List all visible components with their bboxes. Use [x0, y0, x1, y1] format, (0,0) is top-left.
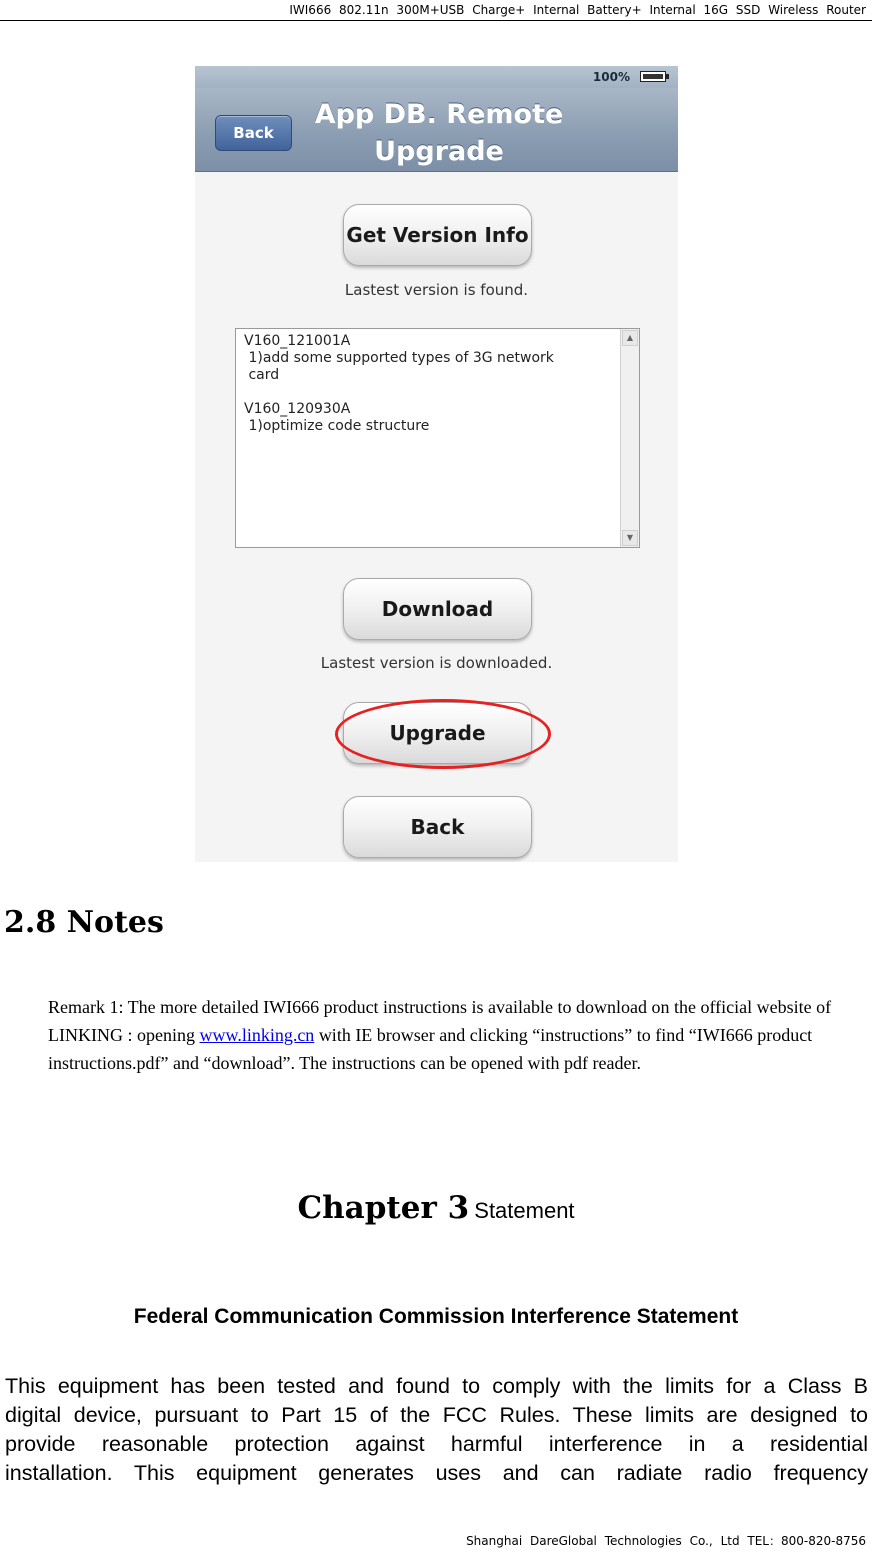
back-button-top[interactable]: Back — [215, 115, 292, 151]
chapter-subtitle: Statement — [474, 1198, 575, 1223]
battery-percent: 100% — [592, 70, 630, 84]
release-note-line: card — [244, 367, 280, 383]
download-button[interactable]: Download — [343, 578, 532, 640]
scrollbar[interactable] — [620, 329, 639, 547]
page-header: IWI666 802.11n 300M+USB Charge+ Internal Battery+ Internal 16G SSD Wireless Router — [289, 3, 866, 17]
fcc-line: This equipment has been tested and found to comply with the limits for a Class B — [5, 1374, 868, 1398]
version-found-status: Lastest version is found. — [344, 281, 529, 299]
get-version-info-button[interactable]: Get Version Info — [343, 204, 532, 266]
remark-paragraph — [48, 993, 848, 1077]
website-link[interactable]: www.linking.cn — [199, 1025, 315, 1045]
screen-title-line1: App DB. Remote — [314, 99, 564, 130]
section-heading: 2.8 Notes — [4, 905, 164, 940]
status-bar — [195, 66, 678, 88]
release-note-line: 1)add some supported types of 3G network — [244, 350, 554, 366]
remark-text-after: with IE browser and clicking “instructions” to find “IWI666 product instructions.pdf” and “download”. The instructions can be opened with pdf reader. — [48, 1025, 813, 1073]
header-rule — [0, 20, 872, 21]
release-note-line: V160_120930A — [244, 401, 351, 417]
phone-screenshot — [195, 66, 678, 862]
release-notes-box[interactable] — [235, 328, 640, 548]
fcc-line: digital device, pursuant to Part 15 of the FCC Rules. These limits are designed to — [5, 1403, 868, 1427]
scroll-up-arrow-icon[interactable]: ▲ — [622, 330, 638, 346]
chapter-title — [0, 1190, 872, 1226]
release-note-line: 1)optimize code structure — [244, 418, 430, 434]
chapter-number: Chapter 3 — [297, 1190, 470, 1226]
release-note-line — [244, 384, 614, 401]
remark-text-before: Remark 1: The more detailed IWI666 product instructions is available to download on the official website of LINKING : opening — [48, 997, 832, 1045]
battery-icon — [640, 71, 666, 82]
fcc-paragraph — [5, 1372, 868, 1488]
back-button-bottom[interactable]: Back — [343, 796, 532, 858]
fcc-line: installation. This equipment generates uses and can radiate radio frequency — [5, 1461, 868, 1485]
upgrade-button[interactable]: Upgrade — [343, 702, 532, 764]
scroll-down-arrow-icon[interactable]: ▼ — [622, 530, 638, 546]
upgrade-highlight-ellipse — [335, 699, 551, 769]
release-notes-text — [244, 333, 614, 435]
fcc-heading: Federal Communication Commission Interference Statement — [133, 1305, 739, 1328]
title-bar — [195, 88, 678, 172]
release-note-line: V160_121001A — [244, 333, 351, 349]
screen-title-line2: Upgrade — [374, 136, 504, 167]
page-footer: Shanghai DareGlobal Technologies Co., Ltd TEL：800-820-8756 — [466, 1534, 866, 1548]
screen-title — [299, 96, 579, 170]
version-downloaded-status: Lastest version is downloaded. — [320, 654, 553, 672]
fcc-line: provide reasonable protection against harmful interference in a residential — [5, 1432, 868, 1456]
